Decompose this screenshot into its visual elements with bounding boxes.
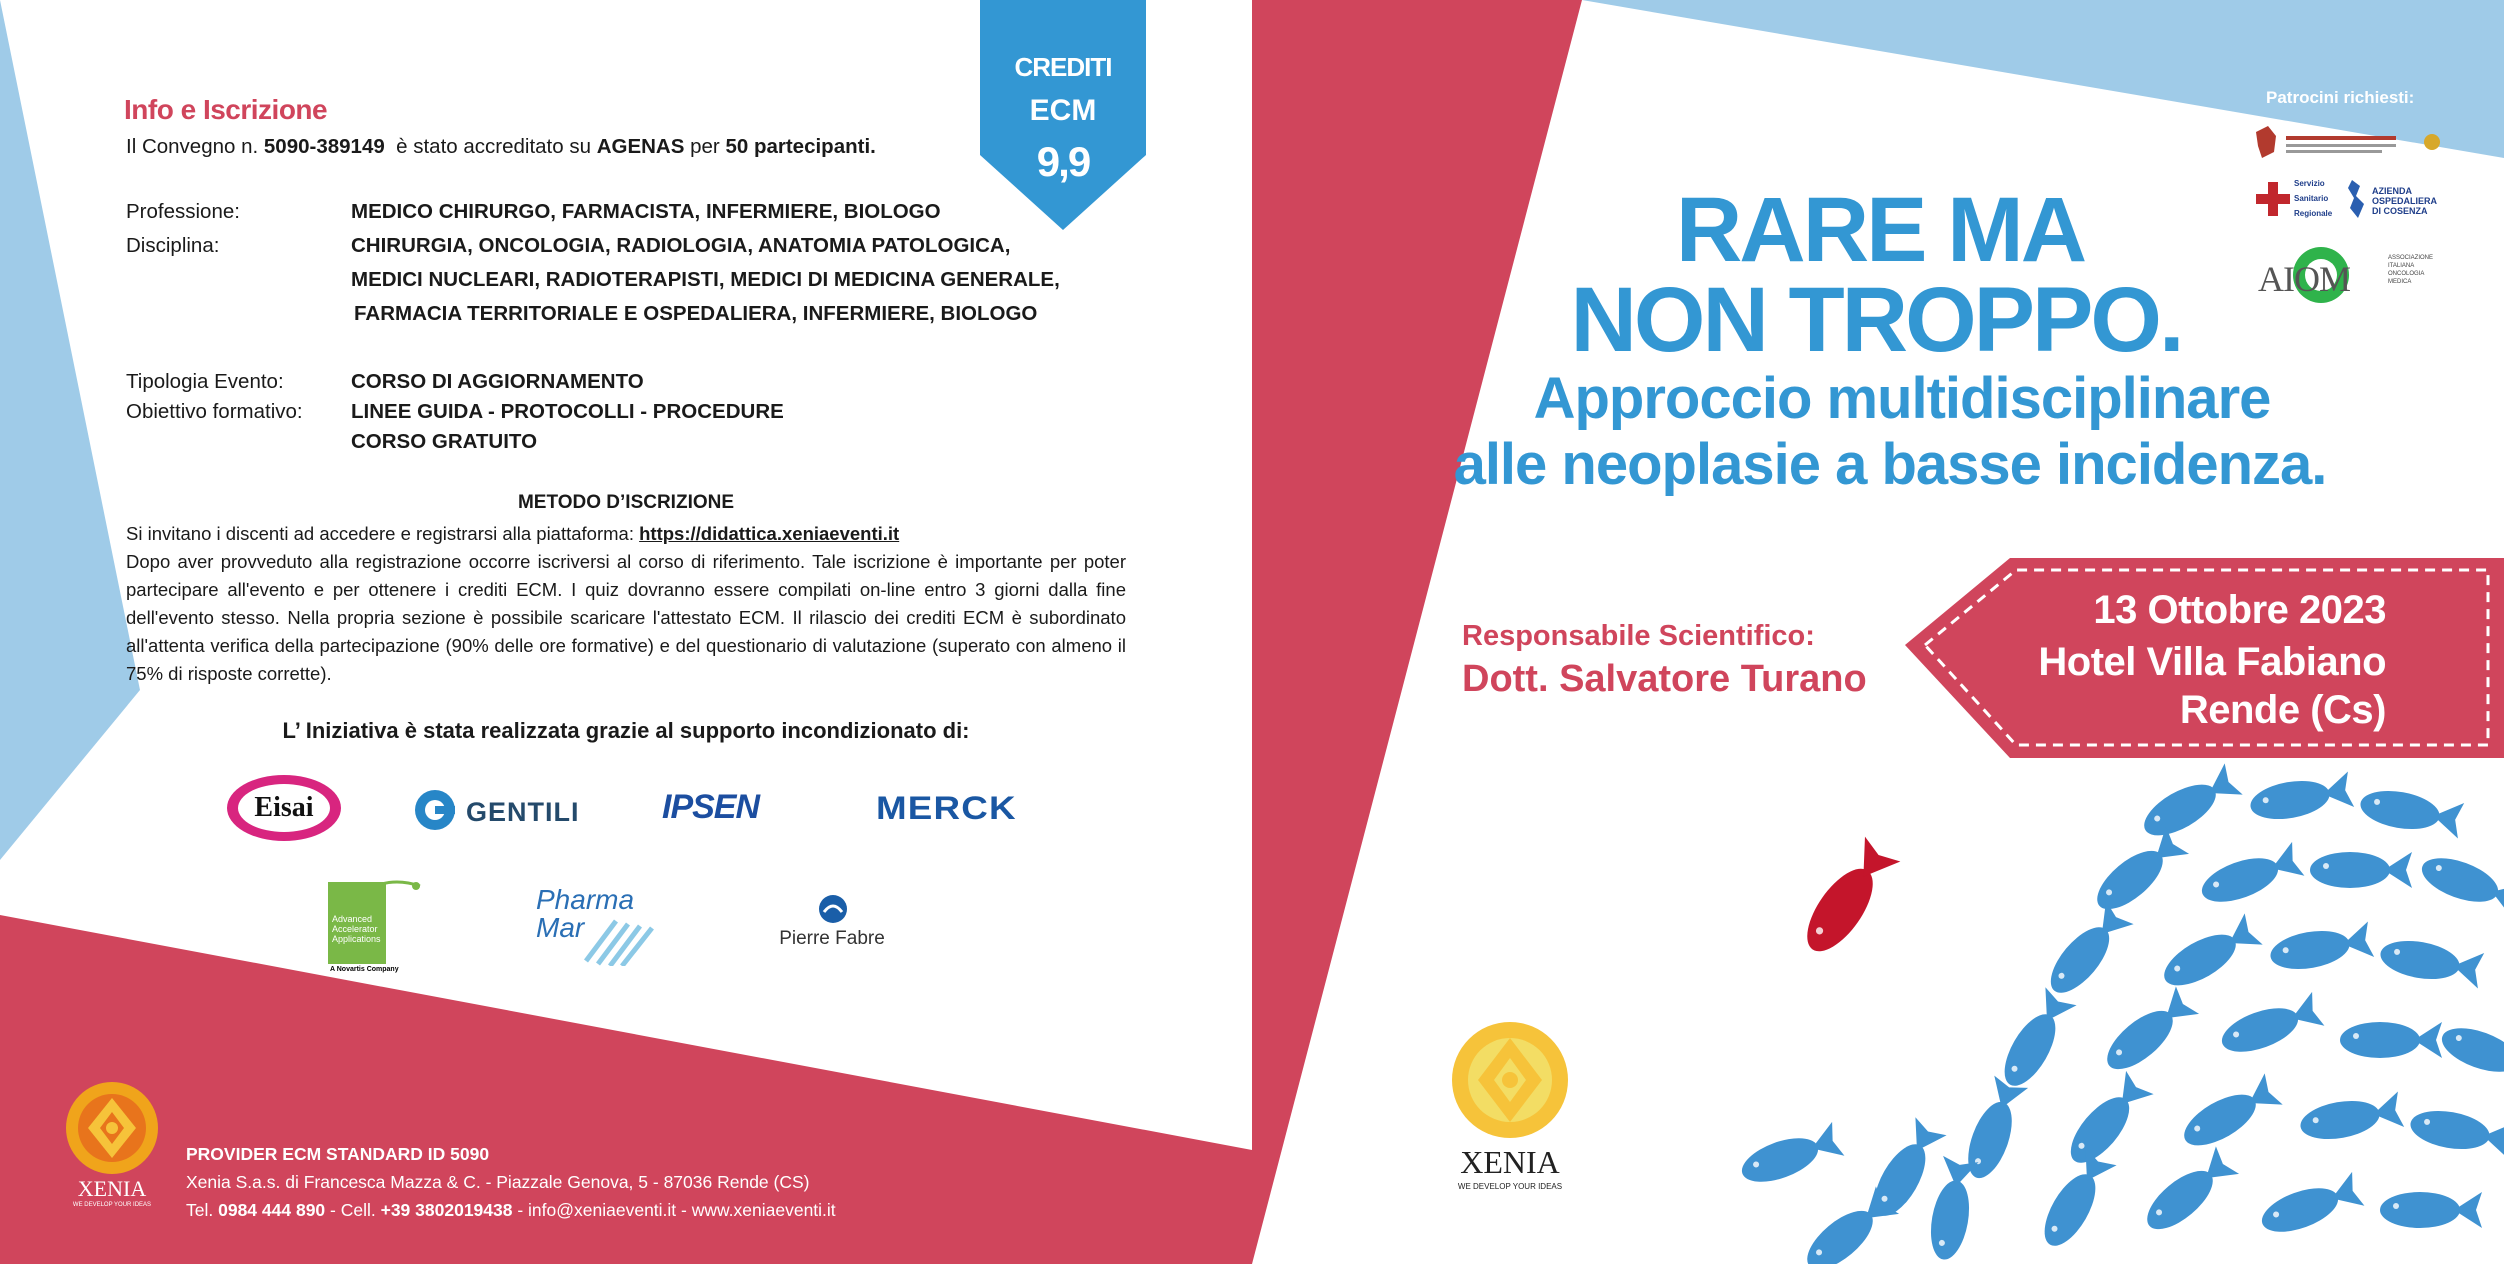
gentili-logo: [414, 789, 580, 836]
tel-number: 0984 444 890: [218, 1200, 326, 1220]
disciplina-label: Disciplina:: [126, 234, 220, 257]
pharmamar-waves: [576, 906, 656, 966]
subtitle-line-2: alle neoplasie a basse incidenza.: [1453, 432, 2327, 497]
title-line-1: RARE MA: [1675, 179, 2085, 281]
xenia-logo-left: [64, 1080, 160, 1220]
accreditation-per: per: [684, 135, 726, 158]
blue-fish: [2136, 763, 2242, 845]
obiettivo-value: LINEE GUIDA - PROTOCOLLI - PROCEDURE: [351, 400, 784, 423]
method-paragraph: [126, 520, 1126, 688]
blue-fish: [1994, 987, 2076, 1093]
credits-label: CREDITI: [1014, 52, 1112, 82]
left-blue-shape: [0, 0, 140, 860]
tipologia-label: Tipologia Evento:: [126, 370, 284, 393]
aaa-subtext: A Novartis Company: [330, 966, 399, 973]
xenia-emblem-left: [64, 1080, 160, 1176]
aiom-text: AIOM: [2258, 259, 2350, 299]
blue-fish: [2176, 1073, 2282, 1155]
blue-fish: [2310, 852, 2412, 888]
blue-fish: [1925, 1156, 1978, 1263]
pierre-fabre-text: Pierre Fabre: [779, 928, 885, 949]
eisai-logo: [226, 774, 342, 842]
blue-fish: [2196, 842, 2304, 911]
merck-logo: [876, 790, 1017, 827]
xenia-tagline-left: WE DEVELOP YOUR IDEAS: [72, 1202, 152, 1208]
blue-fish: [2040, 901, 2133, 1002]
convegno-number: 5090-389149: [263, 135, 385, 158]
aiom-side-3: ONCOLOGIA: [2388, 271, 2425, 277]
cell-number: +39 3802019438: [380, 1200, 513, 1220]
red-fish: [1795, 837, 1901, 962]
blue-fish: [2216, 992, 2324, 1061]
ao-text: [2372, 186, 2437, 216]
eisai-text: Eisai: [254, 792, 314, 823]
xenia-name-right: XENIA: [1460, 1144, 1560, 1180]
ao-line-1: AZIENDA: [2372, 186, 2412, 196]
blue-fish: [2034, 1147, 2116, 1253]
provider-contacts: [186, 1196, 836, 1224]
credits-value: 9,9: [1036, 138, 1090, 185]
blue-fish: [1736, 1122, 1844, 1191]
platform-link[interactable]: https://didattica.xeniaeventi.it: [639, 523, 900, 544]
blue-fish: [2088, 826, 2189, 919]
aiom-side-1: ASSOCIAZIONE: [2388, 255, 2434, 261]
gentili-icon: [414, 789, 456, 831]
aaa-line-3: Applications: [332, 934, 381, 944]
accreditation-middle: è stato accreditato su: [384, 135, 597, 158]
aiom-side-4: MEDICA: [2388, 279, 2412, 285]
agenas-label: AGENAS: [596, 135, 685, 158]
event-city: Rende (Cs): [2179, 688, 2386, 732]
blue-fish: [2138, 1146, 2239, 1239]
blue-fish: [2267, 922, 2374, 975]
event-date: 13 Ottobre 2023: [2093, 588, 2386, 632]
aiom-side-2: ITALIANA: [2388, 263, 2415, 269]
accreditation-line: [126, 130, 876, 164]
blue-fish: [2380, 1192, 2482, 1228]
xenia-logo-right: [1448, 1018, 1572, 1204]
xenia-name-left: XENIA: [77, 1176, 147, 1201]
subtitle-line-1: Approccio multidisciplinare: [1533, 366, 2271, 431]
blue-fish: [2098, 986, 2199, 1079]
aaa-swoosh: [354, 878, 424, 908]
aaa-line-1: Advanced: [332, 914, 373, 924]
provider-address: Xenia S.a.s. di Francesca Mazza & C. - Piazzale Genova, 5 - 87036 Rende (CS): [186, 1172, 810, 1192]
participants-count: 50 partecipanti.: [725, 135, 876, 158]
ordine-medici-logo: [2252, 122, 2442, 170]
disciplina-line-1: CHIRURGIA, ONCOLOGIA, RADIOLOGIA, ANATOMIA PATOLOGICA,: [351, 234, 1011, 257]
gentili-text: GENTILI: [466, 797, 580, 827]
obiettivo-label: Obiettivo formativo:: [126, 400, 303, 423]
support-text: L’ Iniziativa è stata realizzata grazie al supporto incondizionato di:: [282, 718, 970, 743]
asp-line-2: Sanitario: [2294, 194, 2329, 203]
patrocini-label: Patrocini richiesti:: [2266, 88, 2415, 107]
ipsen-text: IPSEN: [662, 788, 760, 826]
blue-fish: [2340, 1022, 2442, 1058]
fish-illustration: [1700, 760, 2504, 1264]
xenia-emblem-right: [1448, 1018, 1572, 1142]
professione-value: MEDICO CHIRURGO, FARMACISTA, INFERMIERE, BIOLOGO: [351, 200, 941, 223]
disciplina-line-2: MEDICI NUCLEARI, RADIOTERAPISTI, MEDICI DI MEDICINA GENERALE,: [351, 268, 1060, 291]
aaa-logo: [324, 878, 428, 972]
professione-label: Professione:: [126, 200, 240, 223]
asp-line-3: Regionale: [2294, 209, 2333, 218]
blue-fish: [2377, 935, 2484, 988]
event-venue: Hotel Villa Fabiano: [2038, 640, 2386, 684]
blue-fish: [2416, 849, 2504, 918]
blue-fish-group: [1736, 763, 2504, 1264]
aiom-side-text: [2388, 254, 2433, 286]
blue-fish: [2256, 1172, 2364, 1241]
disciplina-line-3: FARMACIA TERRITORIALE E OSPEDALIERA, INFERMIERE, BIOLOGO: [354, 302, 1038, 325]
pharmamar-logo: [536, 884, 656, 964]
xenia-tagline-right: WE DEVELOP YOUR IDEAS: [1457, 1182, 1563, 1191]
blue-fish: [2060, 1071, 2153, 1172]
tel-label: Tel.: [186, 1200, 219, 1220]
pharmamar-text-2: Mar: [536, 912, 585, 943]
accreditation-prefix: Il Convegno n.: [126, 135, 264, 158]
asp-line-1: Servizio: [2294, 179, 2325, 188]
cell-label: - Cell.: [325, 1200, 381, 1220]
title-line-2: NON TROPPO.: [1570, 269, 2182, 371]
tipologia-value: CORSO DI AGGIORNAMENTO: [351, 370, 644, 393]
resp-name: Dott. Salvatore Turano: [1462, 658, 1867, 700]
blue-fish: [2357, 785, 2464, 838]
method-intro: Si invitano i discenti ad accedere e registrarsi alla piattaforma:: [126, 523, 640, 544]
ao-line-3: DI COSENZA: [2372, 206, 2428, 216]
pierre-fabre-icon: [818, 894, 848, 924]
blue-fish: [2436, 1019, 2504, 1088]
pierre-fabre-logo: [762, 894, 902, 954]
method-title: METODO D’ISCRIZIONE: [517, 492, 735, 513]
contacts-rest: - info@xeniaeventi.it - www.xeniaeventi.it: [512, 1200, 836, 1220]
method-body: Dopo aver provveduto alla registrazione occorre iscriversi al corso di riferimento. Tale iscrizione è importante per poter partecipare all'evento e per ottenere i crediti ECM. I quiz dovranno essere compilati on-line entro 3 giorni dalla fine dell'evento stesso. Nella propria sezione è possibile scaricare l'attestato ECM. Il rilascio dei crediti ECM è subordinato all'attenta verifica della partecipazione (90% delle ore formative) e del questionario di valutazione (superato con almeno il 75% di risposte corrette).: [126, 551, 1126, 684]
ao-line-2: OSPEDALIERA: [2372, 196, 2438, 206]
ipsen-logo: [662, 788, 759, 827]
provider-title: PROVIDER ECM STANDARD ID 5090: [186, 1144, 490, 1164]
corso-gratuito: CORSO GRATUITO: [351, 430, 538, 453]
blue-fish: [2156, 913, 2262, 995]
aaa-text: [332, 914, 381, 944]
provider-info: [186, 1140, 836, 1224]
aaa-line-2: Accelerator: [332, 924, 378, 934]
info-title: Info e Iscrizione: [124, 94, 328, 125]
resp-label: Responsabile Scientifico:: [1462, 620, 1815, 652]
blue-fish: [2297, 1092, 2404, 1145]
blue-fish: [2247, 772, 2354, 825]
merck-text: MERCK: [876, 790, 1017, 826]
pharmamar-text-1: Pharma: [536, 884, 635, 915]
ecm-label: ECM: [1029, 94, 1097, 127]
blue-fish: [2407, 1105, 2504, 1158]
